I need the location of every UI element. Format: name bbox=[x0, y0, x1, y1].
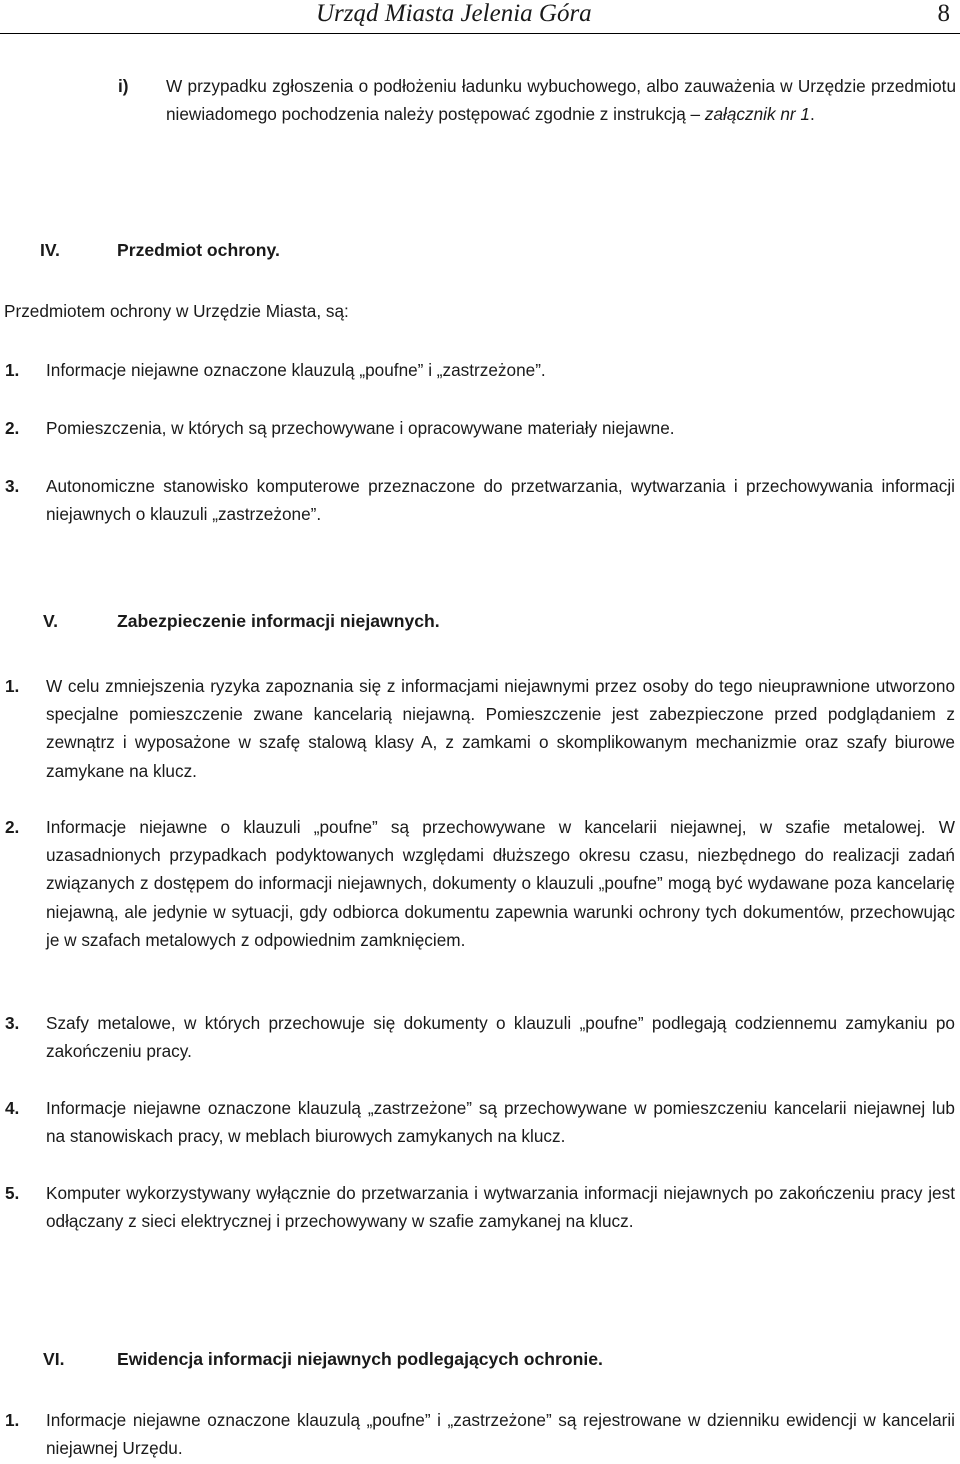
sec5-item-1: 1. W celu zmniejszenia ryzyka zapoznania się z informacjami niejawnymi przez osoby do tego nieuprawnione utworzono specjalne pomieszczenie zwane kancelarią niejawną. Pomieszczenie jest zabezpieczone przed podglądaniem z zewnątrz i wyposażone w szafę stalową klasy A, z zamkami o skomplikowanym mechanizmie oraz szafy biurowe zamykane na klucz. bbox=[5, 676, 955, 781]
header-title: Urząd Miasta Jelenia Góra bbox=[316, 0, 592, 27]
page-number: 8 bbox=[937, 0, 950, 27]
sec4-item-3: 3. Autonomiczne stanowisko komputerowe przeznaczone do przetwarzania, wytwarzania i przechowywania informacji niejawnych o klauzuli „zastrzeżone”. bbox=[5, 476, 955, 525]
sec5-item-5: 5. Komputer wykorzystywany wyłącznie do przetwarzania i wytwarzania informacji niejawnych po zakończeniu pracy jest odłączany z sieci elektrycznej i przechowywany w szafie zamykanej na klucz. bbox=[5, 1183, 955, 1232]
sec5-numeral: V. bbox=[43, 611, 59, 631]
header-rule bbox=[0, 33, 960, 34]
sec6-numeral: VI. bbox=[43, 1349, 65, 1369]
sec5-item-3: 3. Szafy metalowe, w których przechowuje się dokumenty o klauzuli „poufne” podlegają codziennemu zamykaniu po zakończeniu pracy. bbox=[5, 1013, 955, 1062]
sec4-numeral: IV. bbox=[40, 240, 60, 260]
sec5-title: Zabezpieczenie informacji niejawnych. bbox=[117, 611, 440, 631]
sec4-item-1: 1. Informacje niejawne oznaczone klauzulą „poufne” i „zastrzeżone”. bbox=[5, 360, 546, 380]
sec4-intro: Przedmiotem ochrony w Urzędzie Miasta, są: bbox=[4, 301, 349, 321]
item-i bbox=[118, 72, 956, 128]
sec5-item-4: 4. Informacje niejawne oznaczone klauzulą „zastrzeżone” są przechowywane w pomieszczeniu kancelarii niejawnej lub na stanowiskach pracy, w meblach biurowych zamykanych na klucz. bbox=[5, 1098, 955, 1147]
sec4-title: Przedmiot ochrony. bbox=[117, 240, 280, 260]
sec6-title: Ewidencja informacji niejawnych podlegających ochronie. bbox=[117, 1349, 603, 1369]
page-header bbox=[0, 0, 960, 34]
sec5-item-2: 2. Informacje niejawne o klauzuli „poufne” są przechowywane w kancelarii niejawnej, w szafie metalowej. W uzasadnionych przypadkach podyktowanych względami dłuższego okresu czasu, niezbędnego do realizacji zadań związanych z dostępem do informacji niejawnych, dokumenty o klauzuli „poufne” mogą być wydawane poza kancelarię niejawną, ale jedynie w sytuacji, gdy odbiorca dokumentu zapewnia warunki ochrony tych dokumentów, przechowując je w szafach metalowych z odpowiednim zamknięciem. bbox=[5, 817, 955, 950]
item-i-text: W przypadku zgłoszenia o podłożeniu ładunku wybuchowego, albo zauważenia w Urzędzie przedmiotu niewiadomego pochodzenia należy postępować zgodnie z instrukcją – załącznik nr 1. bbox=[166, 76, 956, 125]
item-i-label: i) bbox=[118, 76, 129, 96]
sec4-item-2: 2. Pomieszczenia, w których są przechowywane i opracowywane materiały niejawne. bbox=[5, 418, 675, 438]
sec6-item-1: 1. Informacje niejawne oznaczone klauzulą „poufne” i „zastrzeżone” są rejestrowane w dzienniku ewidencji w kancelarii niejawnej Urzędu. bbox=[5, 1410, 955, 1459]
